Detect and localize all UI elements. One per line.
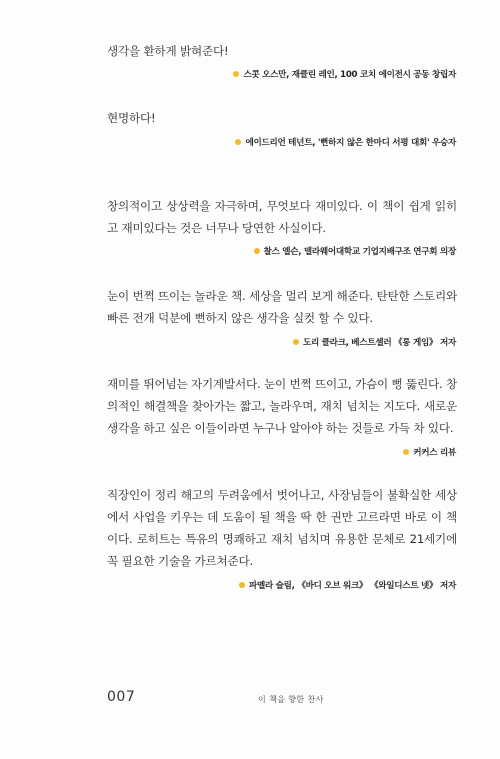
testimonial-quote: 생각을 환하게 밝혀준다!: [107, 44, 229, 58]
testimonial-attribution: [239, 579, 456, 591]
testimonial-quote: 직장인이 정리 해고의 두려움에서 벗어나고, 사장님들이 불확실한 세상에서 사업을 키우는 데 도움이 될 책을 딱 한 권만 고르라면 바로 이 책이다. 로히트는 특유의 명쾌하고 재치 넘치며 유용한 문체로 21세기에 꼭 필요한 기술을 가르쳐준다.: [107, 488, 457, 568]
attribution-text: 파멜라 슬림, 《바디 오브 워크》 《와일디스트 넷》 저자: [248, 581, 456, 591]
attribution-text: 에이드리언 테넌트, '뻔하지 않은 한마디 서평 대회' 우승자: [245, 138, 456, 148]
testimonial-quote: 현명하다!: [107, 111, 156, 125]
bullet-dot-icon: [254, 248, 260, 254]
testimonial-attribution: [403, 446, 456, 458]
attribution-text: 스콧 오스만, 재클린 레인, 100 코치 에이전시 공동 창립자: [243, 70, 456, 80]
bullet-dot-icon: [293, 339, 299, 345]
testimonial-attribution: [293, 336, 456, 348]
testimonial-quote: 눈이 번쩍 뜨이는 놀라운 책. 세상을 멀리 보게 해준다. 탄탄한 스토리와 빠른 전개 덕분에 뻔하지 않은 생각을 실컷 할 수 있다.: [107, 289, 457, 325]
bullet-dot-icon: [235, 139, 241, 145]
attribution-text: 찰스 엘슨, 델라웨어대학교 기업지배구조 연구회 의장: [263, 247, 456, 257]
testimonial-quote: 창의적이고 상상력을 자극하며, 무엇보다 재미있다. 이 책이 쉽게 읽히고 재미있다는 것은 너무나 당연한 사실이다.: [107, 199, 457, 235]
testimonial-quote: 재미를 뛰어넘는 자기계발서다. 눈이 번쩍 뜨이고, 가슴이 뻥 뚫린다. 창의적인 해결책을 찾아가는 짧고, 놀라우며, 재치 넘치는 지도다. 새로운 생각을 하고 싶은 이들이라면 누구나 알아야 하는 것들로 가득 차 있다.: [107, 377, 457, 435]
bullet-dot-icon: [239, 582, 245, 588]
attribution-text: 커커스 리뷰: [413, 448, 456, 458]
attribution-text: 도리 클라크, 베스트셀러 《롱 게임》 저자: [302, 338, 456, 348]
bullet-dot-icon: [233, 71, 239, 77]
page-number: 007: [107, 689, 136, 705]
running-title: 이 책을 향한 찬사: [258, 695, 324, 704]
testimonial-attribution: [235, 136, 456, 148]
testimonial-attribution: [254, 245, 456, 257]
testimonial-attribution: [233, 68, 456, 80]
bullet-dot-icon: [403, 449, 409, 455]
